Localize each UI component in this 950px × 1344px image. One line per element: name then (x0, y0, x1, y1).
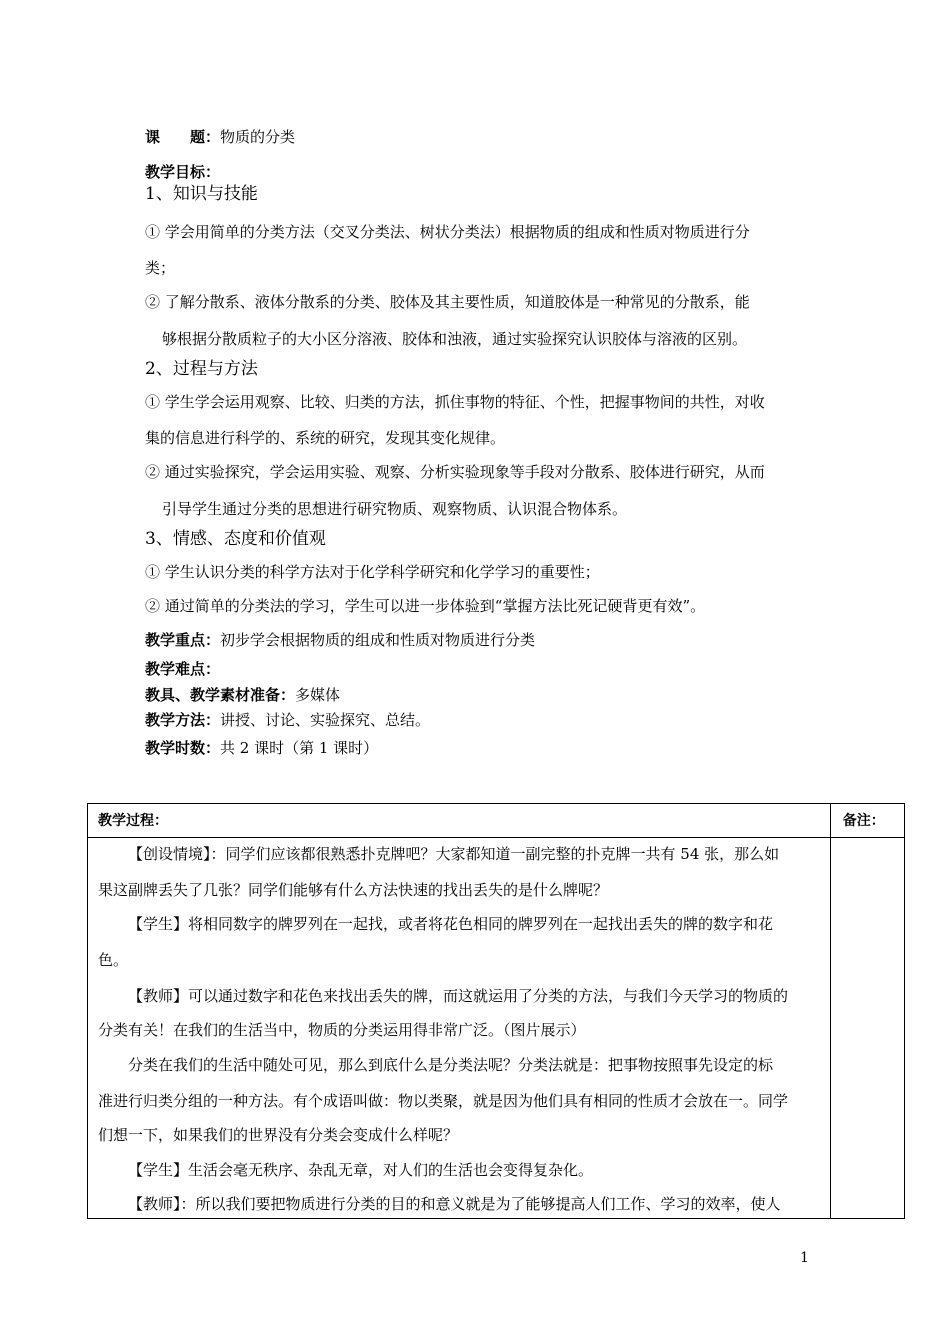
notes-cell (830, 838, 904, 1219)
s2-line-4: 引导学生通过分类的思想进行研究物质、观察物质、认识混合物体系。 (162, 500, 628, 518)
method-label: 教学方法： (145, 711, 221, 729)
paragraph-line: 【创设情境】：同学们应该都很熟悉扑克牌吧？大家都知道一副完整的扑克牌一共有 54 张，那么如 (128, 845, 780, 863)
hours-label: 教学时数： (145, 739, 221, 757)
s2-line-1: ① 学生学会运用观察、比较、归类的方法，抓住事物的特征、个性，把握事物间的共性，对收 (145, 393, 765, 411)
s2-line-3: ② 通过实验探究，学会运用实验、观察、分析实验现象等手段对分散系、胶体进行研究，从而 (145, 463, 765, 481)
paragraph-line: 果这副牌丢失了几张？同学们能够有什么方法快速的找出丢失的是什么牌呢？ (98, 881, 609, 899)
page-number: 1 (800, 1250, 809, 1266)
process-header: 教学过程： (88, 804, 831, 838)
paragraph-line: 【教师】可以通过数字和花色来找出丢失的牌，而这就运用了分类的方法，与我们今天学习的物质的 (128, 987, 789, 1005)
key-point-label: 教学重点： (145, 631, 221, 649)
topic-value: 物质的分类 (220, 128, 296, 146)
key-point-value: 初步学会根据物质的组成和性质对物质进行分类 (220, 631, 536, 649)
s3-line-2: ② 通过简单的分类法的学习，学生可以进一步体验到“掌握方法比死记硬背更有效”。 (145, 597, 706, 615)
s1-line-2: 类； (145, 259, 176, 277)
paragraph-line: 分类有关！在我们的生活当中，物质的分类运用得非常广泛。（图片展示） (98, 1021, 586, 1039)
method-value: 讲授、讨论、实验探究、总结。 (220, 711, 431, 729)
objectives-label: 教学目标： (145, 163, 221, 181)
method-line (145, 710, 430, 730)
section-2-title: 2、过程与方法 (145, 359, 258, 379)
table-header-row (88, 804, 905, 838)
teaching-process-table (87, 803, 905, 1219)
paragraph-line: 色。 (98, 951, 129, 969)
paragraph-line: 【学生】生活会毫无秩序、杂乱无章，对人们的生活也会变得复杂化。 (128, 1161, 594, 1179)
s2-line-2: 集的信息进行科学的、系统的研究，发现其变化规律。 (145, 429, 506, 447)
paragraph-line: 准进行归类分组的一种方法。有个成语叫做：物以类聚，就是因为他们具有相同的性质才会放在一。同学 (98, 1092, 789, 1110)
s1-line-1: ① 学会用简单的分类方法（交叉分类法、树状分类法）根据物质的组成和性质对物质进行分 (145, 223, 750, 241)
s1-line-3: ② 了解分散系、液体分散系的分类、胶体及其主要性质，知道胶体是一种常见的分散系，能 (145, 293, 750, 311)
paragraph-line: 【教师】：所以我们要把物质进行分类的目的和意义就是为了能够提高人们工作、学习的效率，使人 (128, 1195, 781, 1213)
table-body-row (88, 838, 905, 1219)
paragraph-line: 们想一下，如果我们的世界没有分类会变成什么样呢？ (98, 1126, 459, 1144)
topic-label: 课 题： (145, 128, 221, 146)
topic-line (145, 127, 295, 147)
notes-header: 备注： (830, 804, 904, 838)
hours-line (145, 738, 378, 758)
hours-value: 共 2 课时（第 1 课时） (220, 739, 379, 757)
difficult-point-label: 教学难点： (145, 660, 221, 678)
tools-line (145, 685, 340, 705)
tools-label: 教具、教学素材准备： (145, 686, 296, 704)
s3-line-1: ① 学生认识分类的科学方法对于化学科学研究和化学学习的重要性； (145, 563, 600, 581)
process-content-cell (88, 838, 831, 1219)
paragraph-line: 分类在我们的生活中随处可见，那么到底什么是分类法呢？分类法就是：把事物按照事先设定的标 (128, 1056, 774, 1074)
key-point-line (145, 630, 535, 650)
section-3-title: 3、情感、态度和价值观 (145, 529, 326, 549)
section-1-title: 1、知识与技能 (145, 184, 258, 204)
paragraph-line: 【学生】将相同数字的牌罗列在一起找，或者将花色相同的牌罗列在一起找出丢失的牌的数字和花 (128, 915, 774, 933)
tools-value: 多媒体 (295, 686, 341, 704)
s1-line-4: 够根据分散质粒子的大小区分溶液、胶体和浊液，通过实验探究认识胶体与溶液的区别。 (162, 330, 748, 348)
